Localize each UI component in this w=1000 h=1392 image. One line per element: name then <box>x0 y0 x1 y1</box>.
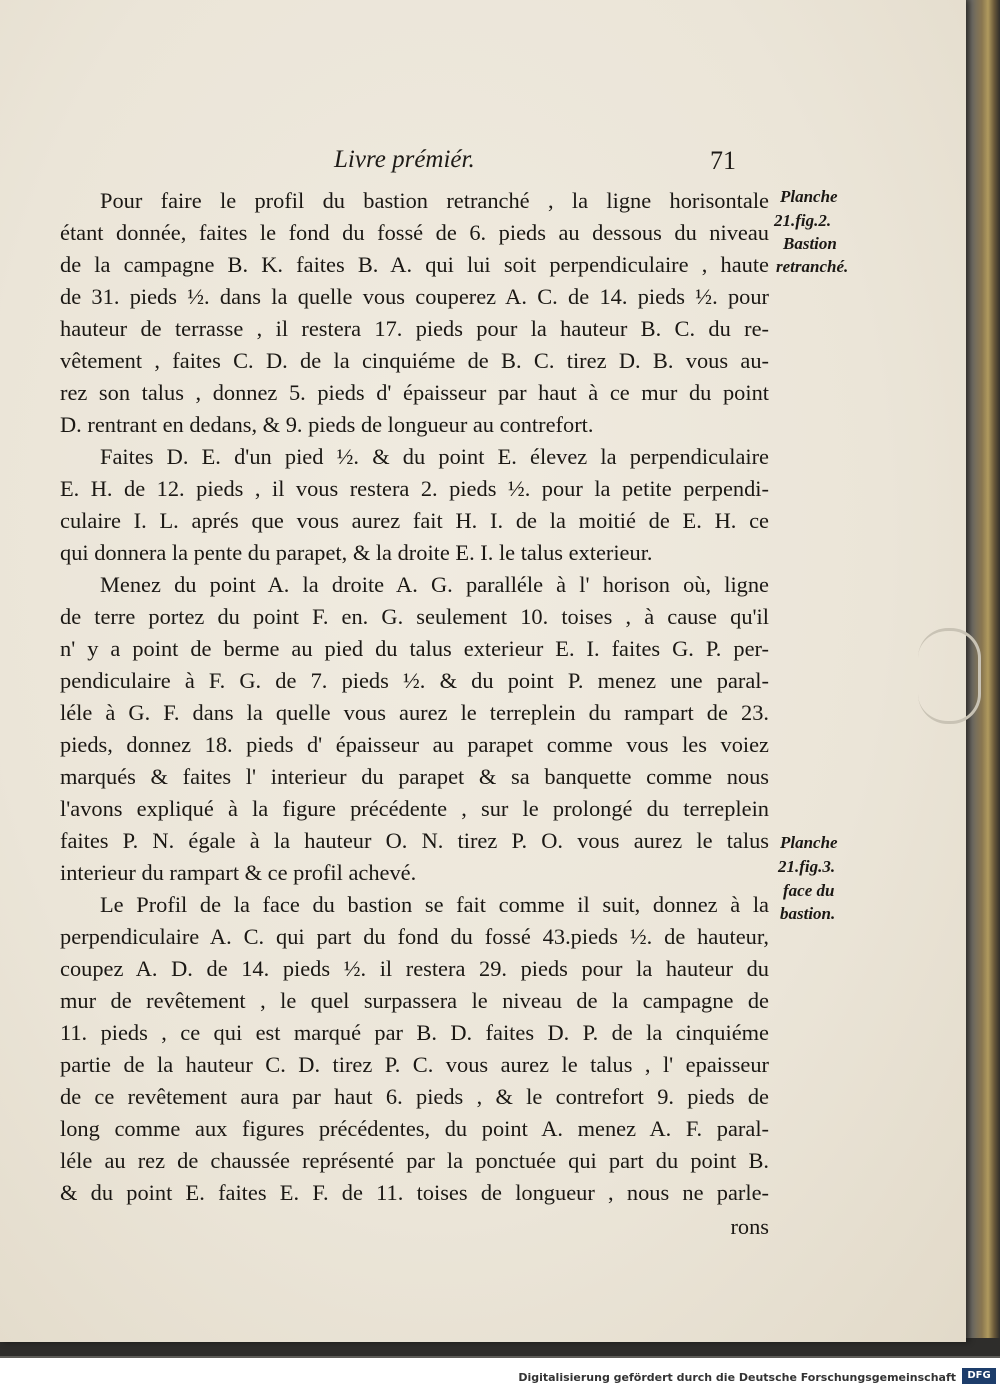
funding-credit: Digitalisierung gefördert durch die Deutsche Forschungsgemeinschaft <box>518 1371 956 1384</box>
margin-note-1-line-2: 21.fig.2. <box>774 211 832 230</box>
body-line: léle à G. F. dans la quelle vous aurez le terreplein du rampart de 23. <box>60 700 769 725</box>
body-line: partie de la hauteur C. D. tirez P. C. vous aurez le talus , l' epaisseur <box>60 1052 769 1077</box>
body-line: vêtement , faites C. D. de la cinquiéme de B. C. tirez D. B. vous au- <box>60 348 769 373</box>
dfg-logo-icon: DFG <box>962 1368 996 1384</box>
body-line: l'avons expliqué à la figure précédente , sur le prolongé du terreplein <box>60 796 769 821</box>
body-line: Faites D. E. d'un pied ½. & du point E. élevez la perpendiculaire <box>100 444 769 469</box>
margin-note-2-line-4: bastion. <box>780 904 836 923</box>
body-line: culaire I. L. aprés que vous aurez fait H. I. de la moitié de E. H. ce <box>60 508 769 533</box>
body-line: Menez du point A. la droite A. G. paralléle à l' horison où, ligne <box>100 572 769 597</box>
clasp-ribbon <box>918 628 981 724</box>
body-line: E. H. de 12. pieds , il vous restera 2. pieds ½. pour la petite perpendi- <box>60 476 769 501</box>
body-line: étant donnée, faites le fond du fossé de 6. pieds au dessous du niveau <box>60 220 769 245</box>
margin-note-1-line-1: Planche <box>780 187 838 206</box>
body-line: de terre portez du point F. en. G. seulement 10. toises , à cause qu'il <box>60 604 769 629</box>
catchword: rons <box>730 1214 769 1239</box>
margin-note-2-line-3: face du <box>783 881 835 900</box>
body-line: interieur du rampart & ce profil achevé. <box>60 860 417 885</box>
body-line: de ce revêtement aura par haut 6. pieds , & le contrefort 9. pieds de <box>60 1084 769 1109</box>
body-line: Le Profil de la face du bastion se fait comme il suit, donnez à la <box>100 892 769 917</box>
margin-note-2-line-2: 21.fig.3. <box>778 857 836 876</box>
page-number: 71 <box>710 146 736 175</box>
body-line: de 31. pieds ½. dans la quelle vous couperez A. C. de 14. pieds ½. pour <box>60 284 769 309</box>
body-line: léle au rez de chaussée représenté par la ponctuée qui part du point B. <box>60 1148 769 1173</box>
body-line: faites P. N. égale à la hauteur O. N. tirez P. O. vous aurez le talus <box>60 828 769 853</box>
body-line: pieds, donnez 18. pieds d' épaisseur au parapet comme vous les voiez <box>60 732 769 757</box>
running-title: Livre prémiér. <box>334 146 475 173</box>
body-line: mur de revêtement , le quel surpassera le niveau de la campagne de <box>60 988 769 1013</box>
body-line: coupez A. D. de 14. pieds ½. il restera 29. pieds pour la hauteur du <box>60 956 769 981</box>
body-line: n' y a point de berme au pied du talus exterieur E. I. faites G. P. per- <box>60 636 769 661</box>
body-line: rez son talus , donnez 5. pieds d' épaisseur par haut à ce mur du point <box>60 380 769 405</box>
body-line: pendiculaire à F. G. de 7. pieds ½. & du point P. menez une paral- <box>60 668 769 693</box>
body-line: long comme aux figures précédentes, du point A. menez A. F. paral- <box>60 1116 769 1141</box>
body-line: & du point E. faites E. F. de 11. toises de longueur , nous ne parle- <box>60 1180 769 1205</box>
body-line: qui donnera la pente du parapet, & la droite E. I. le talus exterieur. <box>60 540 653 565</box>
margin-note-2-line-1: Planche <box>780 833 838 852</box>
body-line: D. rentrant en dedans, & 9. pieds de longueur au contrefort. <box>60 412 594 437</box>
body-line: Pour faire le profil du bastion retranché , la ligne horisontale <box>100 188 769 213</box>
margin-note-1-line-4: retranché. <box>776 257 849 276</box>
body-line: de la campagne B. K. faites B. A. qui lui soit perpendiculaire , haute <box>60 252 769 277</box>
body-line: hauteur de terrasse , il restera 17. pieds pour la hauteur B. C. du re- <box>60 316 769 341</box>
body-line: perpendiculaire A. C. qui part du fond du fossé 43.pieds ½. de hauteur, <box>60 924 769 949</box>
margin-note-1-line-3: Bastion <box>783 234 837 253</box>
body-line: marqués & faites l' interieur du parapet & sa banquette comme nous <box>60 764 769 789</box>
body-line: 11. pieds , ce qui est marqué par B. D. faites D. P. de la cinquiéme <box>60 1020 769 1045</box>
